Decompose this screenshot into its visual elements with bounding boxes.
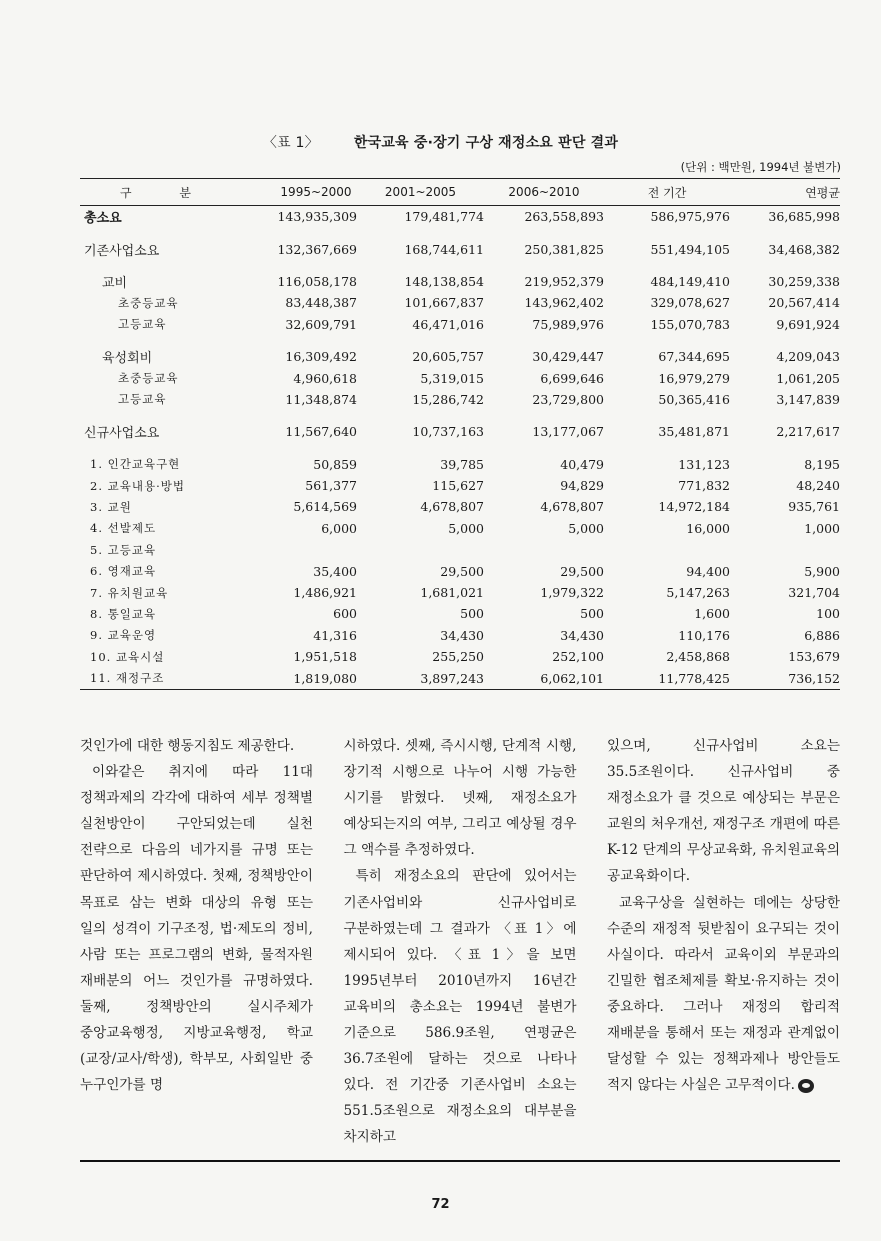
table-row bbox=[80, 560, 840, 581]
table-row bbox=[80, 292, 840, 313]
table-cell: 1,600 bbox=[694, 606, 730, 622]
row-label: 기존사업소요 bbox=[84, 243, 160, 259]
row-label: 7. 유치원교육 bbox=[90, 585, 169, 600]
table-cell: 143,962,402 bbox=[524, 295, 604, 311]
table-row bbox=[80, 475, 840, 496]
table-cell: 1,979,322 bbox=[540, 585, 604, 601]
table-row bbox=[80, 539, 840, 560]
table-title: 한국교육 중·장기 구상 재정소요 판단 결과 bbox=[353, 135, 619, 151]
table-cell: 1,000 bbox=[804, 520, 840, 536]
table-cell: 484,149,410 bbox=[650, 273, 730, 289]
end-mark-icon bbox=[798, 1079, 814, 1093]
row-spacer bbox=[80, 410, 840, 421]
footer-rule bbox=[80, 1160, 840, 1162]
table-row bbox=[80, 667, 840, 688]
table-cell: 1,681,021 bbox=[420, 585, 484, 601]
table-cell: 35,481,871 bbox=[658, 424, 730, 440]
paragraph bbox=[607, 890, 840, 1099]
table-cell: 6,699,646 bbox=[540, 370, 604, 386]
row-label: 초중등교육 bbox=[118, 295, 179, 310]
table-cell: 50,365,416 bbox=[658, 391, 730, 407]
table-row bbox=[80, 314, 840, 335]
finance-table bbox=[80, 178, 840, 690]
table-cell: 94,400 bbox=[686, 563, 730, 579]
table-cell: 32,609,791 bbox=[285, 316, 357, 332]
table-cell: 10,737,163 bbox=[412, 424, 484, 440]
table-cell: 50,859 bbox=[313, 456, 357, 472]
table-cell: 321,704 bbox=[788, 585, 840, 601]
table-cell: 67,344,695 bbox=[658, 349, 730, 365]
table-cell: 16,979,279 bbox=[658, 370, 730, 386]
paragraph: 시하였다. 셋째, 즉시시행, 단계적 시행, 장기적 시행으로 나누어 시행 가능한 시기를 밝혔다. 넷째, 재정소요가 예상되는지의 여부, 그리고 예상될 경우 그 액수를 추정하였다. bbox=[343, 738, 577, 859]
table-row bbox=[80, 454, 840, 475]
table-cell: 75,989,976 bbox=[532, 316, 604, 332]
table-cell: 168,744,611 bbox=[404, 241, 484, 257]
paragraph: 특히 재정소요의 판단에 있어서는 기존사업비와 신규사업비로 구분하였는데 그 결과가 〈표 1〉에 제시되어 있다. 〈표 1〉을 보면 1995년부터 2010년까지 16년간 교육비의 총소요는 1994년 불변가 기준으로 586.9조원, 연평균은 36.7조원에 달하는 것으로 나타나 있다. 전 기간중 기존사업비 소요는 551.5조원으로 재정소요의 대부분을 차지하고 bbox=[343, 868, 577, 1146]
table-cell: 41,316 bbox=[313, 627, 357, 643]
table-cell: 4,960,618 bbox=[293, 370, 357, 386]
table-cell: 252,100 bbox=[552, 649, 604, 665]
paragraph: 것인가에 대한 행동지침도 제공한다. bbox=[80, 738, 295, 754]
table-cell: 4,678,807 bbox=[540, 499, 604, 515]
table-cell: 6,062,101 bbox=[540, 670, 604, 686]
table-cell: 34,430 bbox=[560, 627, 604, 643]
table-cell: 561,377 bbox=[305, 478, 357, 494]
table-cell: 116,058,178 bbox=[277, 273, 357, 289]
row-label: 교비 bbox=[102, 275, 128, 291]
table-row bbox=[80, 582, 840, 603]
table-cell: 11,348,874 bbox=[285, 391, 357, 407]
row-label: 1. 인간교육구현 bbox=[90, 457, 181, 472]
table-cell: 110,176 bbox=[678, 627, 730, 643]
table-cell: 34,430 bbox=[440, 627, 484, 643]
table-row bbox=[80, 271, 840, 292]
table-cell: 34,468,382 bbox=[768, 241, 840, 257]
page-number: 72 bbox=[431, 1197, 450, 1212]
table-row bbox=[80, 421, 840, 442]
table-cell: 4,209,043 bbox=[776, 349, 840, 365]
table-cell: 30,259,338 bbox=[768, 273, 840, 289]
table-row bbox=[80, 625, 840, 646]
table-cell: 600 bbox=[333, 606, 357, 622]
table-cell: 36,685,998 bbox=[768, 209, 840, 225]
table-cell: 155,070,783 bbox=[650, 316, 730, 332]
table-header-row bbox=[80, 179, 840, 205]
table-cell: 586,975,976 bbox=[650, 209, 730, 225]
header-category: 구 분 bbox=[120, 185, 213, 200]
table-row bbox=[80, 646, 840, 667]
table-cell: 46,471,016 bbox=[412, 316, 484, 332]
table-cell: 5,614,569 bbox=[293, 499, 357, 515]
table-cell: 23,729,800 bbox=[532, 391, 604, 407]
table-unit-note: (단위 : 백만원, 1994년 불변가) bbox=[680, 160, 841, 174]
text-column-1 bbox=[80, 733, 313, 1151]
table-cell: 100 bbox=[816, 606, 840, 622]
table-cell: 29,500 bbox=[440, 563, 484, 579]
row-label: 9. 교육운영 bbox=[90, 628, 157, 643]
body-text bbox=[80, 733, 840, 1151]
table-cell: 771,832 bbox=[678, 478, 730, 494]
table-cell: 935,761 bbox=[788, 499, 840, 515]
table-cell: 16,309,492 bbox=[285, 349, 357, 365]
table-cell: 30,429,447 bbox=[532, 349, 604, 365]
paragraph: 이와같은 취지에 따라 11대 정책과제의 각각에 대하여 세부 정책별 실천방안이 구안되었는데 실천 전략으로 다음의 네가지를 규명 또는 판단하여 제시하였다. 첫째, 정책방안이 목표로 삼는 변화 대상의 유형 또는 일의 성격이 기구조정, 법·제도의 정비, 사람 또는 프로그램의 변화, 물적자원 재배분의 어느 것인가를 규명하였다. 둘째, 정책방안의 실시주체가 중앙교육행정, 지방교육행정, 학교(교장/교사/학생), 학부모, 사회일반 중 누구인가를 명 bbox=[80, 764, 313, 1094]
row-label: 2. 교육내용·방법 bbox=[90, 478, 185, 493]
table-cell: 500 bbox=[580, 606, 604, 622]
table-cell: 9,691,924 bbox=[776, 316, 840, 332]
row-spacer bbox=[80, 443, 840, 454]
table-row bbox=[80, 518, 840, 539]
table-cell: 736,152 bbox=[788, 670, 840, 686]
row-label: 고등교육 bbox=[118, 317, 167, 332]
table-cell: 48,240 bbox=[796, 478, 840, 494]
table-bottom-rule bbox=[80, 689, 840, 690]
table-cell: 250,381,825 bbox=[524, 241, 604, 257]
row-spacer bbox=[80, 227, 840, 238]
table-cell: 11,567,640 bbox=[285, 424, 357, 440]
table-row bbox=[80, 496, 840, 517]
row-label: 6. 영재교육 bbox=[90, 564, 157, 579]
table-cell: 148,138,854 bbox=[404, 273, 484, 289]
table-cell: 2,217,617 bbox=[776, 424, 840, 440]
table-cell: 3,147,839 bbox=[776, 391, 840, 407]
table-cell: 2,458,868 bbox=[666, 649, 730, 665]
table-cell: 101,667,837 bbox=[404, 295, 484, 311]
table-row bbox=[80, 206, 840, 227]
table-cell: 115,627 bbox=[432, 478, 484, 494]
table-cell: 40,479 bbox=[560, 456, 604, 472]
table-cell: 500 bbox=[460, 606, 484, 622]
table-row bbox=[80, 603, 840, 624]
table-cell: 3,897,243 bbox=[420, 670, 484, 686]
table-row bbox=[80, 238, 840, 259]
text-column-2 bbox=[344, 733, 577, 1151]
row-label: 5. 고등교육 bbox=[90, 542, 157, 557]
table-caption bbox=[0, 132, 881, 152]
header-period-2: 2001~2005 bbox=[384, 185, 457, 199]
row-spacer bbox=[80, 335, 840, 346]
row-label: 육성회비 bbox=[102, 351, 153, 367]
table-cell: 5,319,015 bbox=[420, 370, 484, 386]
table-cell: 263,558,893 bbox=[524, 209, 604, 225]
row-label: 8. 통일교육 bbox=[90, 606, 157, 621]
row-label: 신규사업소요 bbox=[84, 426, 160, 442]
table-cell: 219,952,379 bbox=[524, 273, 604, 289]
table-cell: 13,177,067 bbox=[532, 424, 604, 440]
table-cell: 35,400 bbox=[313, 563, 357, 579]
row-label: 총소요 bbox=[84, 211, 122, 227]
table-cell: 14,972,184 bbox=[658, 499, 730, 515]
table-cell: 153,679 bbox=[788, 649, 840, 665]
header-period-1: 1995~2000 bbox=[280, 185, 352, 199]
table-cell: 132,367,669 bbox=[277, 241, 357, 257]
table-body bbox=[80, 206, 840, 689]
table-cell: 1,951,518 bbox=[293, 649, 357, 665]
table-cell: 131,123 bbox=[678, 456, 730, 472]
table-cell: 329,078,627 bbox=[650, 295, 730, 311]
table-cell: 5,000 bbox=[448, 520, 484, 536]
table-cell: 255,250 bbox=[432, 649, 484, 665]
table-row bbox=[80, 346, 840, 367]
table-cell: 1,486,921 bbox=[293, 585, 357, 601]
table-cell: 8,195 bbox=[804, 456, 840, 472]
row-label: 초중등교육 bbox=[118, 371, 179, 386]
table-label: 〈표 1〉 bbox=[262, 135, 319, 151]
header-total-period: 전 기간 bbox=[647, 185, 687, 200]
table-cell: 6,886 bbox=[804, 627, 840, 643]
table-row bbox=[80, 367, 840, 388]
header-annual-average: 연평균 bbox=[805, 185, 840, 200]
table-cell: 5,147,263 bbox=[666, 585, 730, 601]
row-label: 10. 교육시설 bbox=[90, 649, 165, 664]
table-row bbox=[80, 389, 840, 410]
table-cell: 179,481,774 bbox=[404, 209, 484, 225]
table-cell: 551,494,105 bbox=[650, 241, 730, 257]
table-cell: 5,000 bbox=[568, 520, 604, 536]
table-cell: 6,000 bbox=[321, 520, 357, 536]
table-cell: 20,605,757 bbox=[412, 349, 484, 365]
row-label: 4. 선발제도 bbox=[90, 521, 157, 536]
row-label: 3. 교원 bbox=[90, 499, 132, 514]
table-cell: 5,900 bbox=[804, 563, 840, 579]
row-label: 11. 재정구조 bbox=[90, 671, 165, 686]
table-cell: 39,785 bbox=[440, 456, 484, 472]
paragraph-text: 교육구상을 실현하는 데에는 상당한 수준의 재정적 뒷받침이 요구되는 것이 사실이다. 따라서 교육이외 부문과의 긴밀한 협조체제를 확보·유지하는 것이 중요하다. 그러나 재정의 합리적 재배분을 통해서 또는 재정과 관계없이 달성할 수 있는 정책과제나 방안들도 적지 않다는 사실은 고무적이다. bbox=[607, 894, 840, 1094]
text-column-3 bbox=[607, 733, 840, 1151]
table-cell: 1,061,205 bbox=[776, 370, 840, 386]
table-cell: 11,778,425 bbox=[658, 670, 730, 686]
row-spacer bbox=[80, 260, 840, 271]
table-cell: 83,448,387 bbox=[285, 295, 357, 311]
table-cell: 29,500 bbox=[560, 563, 604, 579]
table-cell: 16,000 bbox=[686, 520, 730, 536]
table-cell: 15,286,742 bbox=[412, 391, 484, 407]
table-cell: 143,935,309 bbox=[277, 209, 357, 225]
table-cell: 4,678,807 bbox=[420, 499, 484, 515]
table-cell: 94,829 bbox=[560, 478, 604, 494]
row-label: 고등교육 bbox=[118, 392, 167, 407]
paragraph: 있으며, 신규사업비 소요는 35.5조원이다. 신규사업비 중 재정소요가 클 것으로 예상되는 부문은 교원의 처우개선, 재정구조 개편에 따른 K-12 단계의 무상교육화, 유치원교육의 공교육화이다. bbox=[607, 738, 840, 885]
table-cell: 20,567,414 bbox=[768, 295, 840, 311]
header-period-3: 2006~2010 bbox=[508, 185, 580, 199]
table-cell: 1,819,080 bbox=[293, 670, 357, 686]
